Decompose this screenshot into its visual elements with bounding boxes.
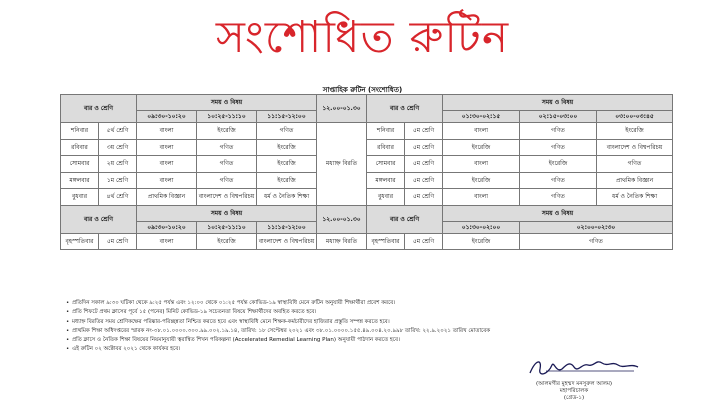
signatory-designation: মহাপরিচালক [559,388,589,394]
table-row [61,189,673,206]
subject-cell: গণিত [520,233,673,249]
subject-cell: গণিত [257,123,317,140]
time-slot: ১১:১৫-১২:০০ [257,221,317,233]
day-class-header-left: বার ও শ্রেণি [61,205,137,233]
subject-cell: প্রাথমিক বিজ্ঞান [597,172,673,189]
day-class-header-left: বার ও শ্রেণি [61,95,137,123]
time-slot: ০৩:০০-০৩:৪৫ [597,111,673,123]
day-cell: রবিবার [61,139,99,156]
subject-cell: বাংলা [137,156,197,173]
subject-cell: প্রাথমিক বিজ্ঞান [137,189,197,206]
signature-image [526,355,646,379]
subject-cell: ইংরেজি [257,139,317,156]
subject-cell: গণিত [520,139,597,156]
subject-cell: বাংলাদেশ ও বিশ্বপরিচয় [597,139,673,156]
subject-cell: ইংরেজি [257,156,317,173]
class-cell: ৫ম শ্রেণি [405,189,443,206]
day-cell: সোমবার [367,156,405,173]
subject-cell: গণিত [597,156,673,173]
list-item: • এই রুটিন ০২ অক্টোবর ২০২১ থেকে কার্যকর হবে। [66,345,686,354]
time-slot: ০৯:৩০-১০:২০ [137,111,197,123]
signatory-block [474,381,674,400]
page-title: সংশোধিত রুটিন [215,12,510,63]
subject-cell: ইংরেজি [257,172,317,189]
subject-cell: বাংলা [137,172,197,189]
subject-cell: গণিত [197,172,257,189]
table-row [61,123,673,140]
subject-cell: ইংরেজি [443,233,520,249]
time-subject-header-left: সময় ও বিষয় [137,95,317,111]
subject-cell: ইংরেজি [520,156,597,173]
subject-cell: বাংলাদেশ ও বিশ্বপরিচয় [257,233,317,249]
signatory-grade: (গ্রেড-১) [563,395,585,400]
class-cell: ২য় শ্রেণি [99,156,137,173]
list-item: • প্রতি ক্লাসে ও নৈতিক শিক্ষা বিষয়ের নিয়মানুযায়ী ত্বরান্বিত শিখন পরিকল্পনা (Accelerated Remedial Learning Plan) অনুযায়ী পাঠদান করতে হবে। [66,336,686,345]
day-cell: শনিবার [61,123,99,140]
lunch-break-cell: মধ্যাহ্ন বিরতি [317,123,367,206]
day-cell: শনিবার [367,123,405,140]
time-slot: ০১:৩০-০২:০০ [443,221,520,233]
routine-table [60,94,673,250]
break-time-header: ১২.০০-০১.৩০ [317,205,367,233]
break-time-header: ১২.০০-০১.৩০ [317,95,367,123]
title-banner [0,0,725,76]
class-cell: ৩য় শ্রেণি [99,139,137,156]
subject-cell: গণিত [520,123,597,140]
class-cell: ৫ম শ্রেণি [99,233,137,249]
subject-cell: বাংলা [443,123,520,140]
class-cell: ৫ম শ্রেণি [405,156,443,173]
subject-cell: গণিত [520,172,597,189]
subject-cell: গণিত [197,139,257,156]
table-row [61,233,673,249]
subject-cell: ইংরেজি [443,172,520,189]
list-item: • প্রতিদিন সকাল ৯:৩০ ঘটিকা থেকে ৯:২৫ পর্যন্ত এবং ১২:০০ থেকে ০১:২৫ পর্যন্ত কোভিড-১৯ স্বাস্থ্যবিধি মেনে রুটিন অনুযায়ী শিক্ষার্থীরা প্রবেশ করবে। [66,299,686,308]
time-subject-header-right: সময় ও বিষয় [443,95,673,111]
day-cell: বুধবার [367,189,405,206]
subject-cell: গণিত [197,156,257,173]
instructions-list [66,299,686,355]
subject-cell: বাংলাদেশ ও বিশ্বপরিচয় [197,189,257,206]
subject-cell: ইংরেজি [597,123,673,140]
day-cell: বৃহস্পতিবার [367,233,405,249]
day-cell: বৃহস্পতিবার [61,233,99,249]
subject-cell: বাংলা [137,123,197,140]
time-subject-header-left: সময় ও বিষয় [137,205,317,221]
subject-cell: বাংলা [443,189,520,206]
subject-cell: ইংরেজি [197,123,257,140]
time-slot: ১০:২৫-১১:১০ [197,111,257,123]
time-slot: ০২:১৫-০৩:০০ [520,111,597,123]
day-cell: রবিবার [367,139,405,156]
signatory-name: (আলমগীর মুহম্মদ মনসুরুল আলম) [535,381,613,387]
class-cell: ৪র্থ শ্রেণি [99,189,137,206]
day-cell: মঙ্গলবার [61,172,99,189]
lunch-break-cell: মধ্যাহ্ন বিরতি [317,233,367,249]
time-slot: ১১:১৫-১২:০০ [257,111,317,123]
subject-cell: গণিত [520,189,597,206]
subject-cell: ধর্ম ও নৈতিক শিক্ষা [257,189,317,206]
list-item: • প্রাথমিক শিক্ষা অধিদপ্তরের স্মারক নং-৩৮.০১.০০০০.৩০০.৯৯.০০২.১৯.১৪, তারিখ: ১৮ সেপ্টেম্বর ২০২১ এবং ৩৮.০১.০০০০.১৫৫.৪৯.০০৪.২০.৯৯৮ তারিখ: ২২.৯.২০২১ তারিখ মোতাবেক [66,327,686,336]
day-cell: বুধবার [61,189,99,206]
subject-cell: ধর্ম ও নৈতিক শিক্ষা [597,189,673,206]
day-cell: সোমবার [61,156,99,173]
list-item: • প্রতি শিফটে প্রথম ক্লাসের পূর্বে ১৫ (পনের) মিনিট কোভিড-১৯ সচেতনতা বিষয়ে শিক্ষার্থীদের অবহিত করতে হবে। [66,308,686,317]
table-row [61,139,673,156]
table-row [61,156,673,173]
subject-cell: বাংলা [137,233,197,249]
time-slot: ০৯:৩০-১০:২০ [137,221,197,233]
time-slot: ০১:৩০-০২:১৫ [443,111,520,123]
routine-subtitle: সাপ্তাহিক রুটিন (সংশোধিত) [322,86,403,94]
day-class-header-right: বার ও শ্রেণি [367,95,443,123]
day-cell: মঙ্গলবার [367,172,405,189]
list-item: • মধ্যাহ্ন বিরতির সময় শ্রেণিকক্ষের পরিষ্কার-পরিচ্ছন্নতা নিশ্চিত করতে হবে এবং স্বাস্থ্যবিধি মেনে শিক্ষক-কর্মচারীদের হাজিরার প্রস্তুতি সম্পন্ন করতে হবে। [66,318,686,327]
subject-cell: বাংলা [137,139,197,156]
time-slot: ০২:০০-০২:৩০ [520,221,673,233]
class-cell: ৫ম শ্রেণি [405,233,443,249]
table-row [61,172,673,189]
class-cell: ৫ম শ্রেণি [405,123,443,140]
class-cell: ৫ম শ্রেণি [405,139,443,156]
time-slot: ১০:২৫-১১:১০ [197,221,257,233]
day-class-header-right: বার ও শ্রেণি [367,205,443,233]
class-cell: ৫ম শ্রেণি [405,172,443,189]
time-subject-header-right: সময় ও বিষয় [443,205,673,221]
class-cell: ১ম শ্রেণি [99,172,137,189]
class-cell: ৫র্থ শ্রেণি [99,123,137,140]
subject-cell: বাংলা [443,156,520,173]
subject-cell: ইংরেজি [197,233,257,249]
subject-cell: ইংরেজি [443,139,520,156]
